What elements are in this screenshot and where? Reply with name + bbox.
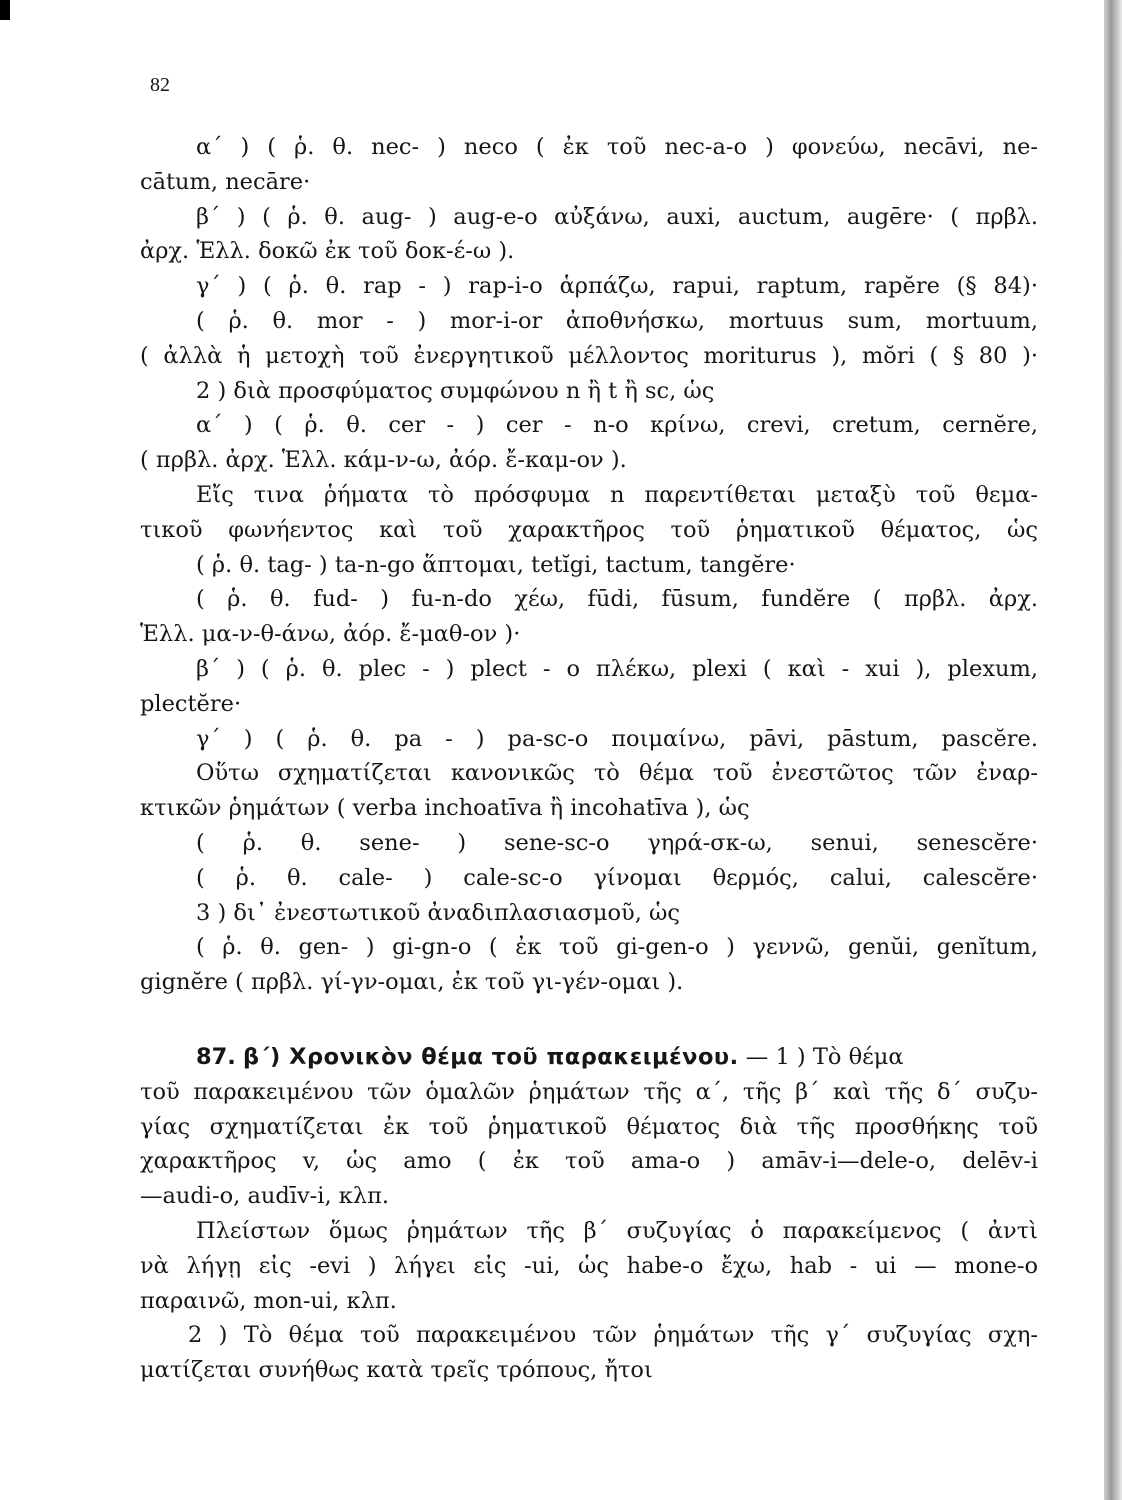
- text-line: γ΄ ) ( ῥ. θ. pa - ) pa-sc-o ποιμαίνω, pāvi, pāstum, pascĕre.: [196, 725, 1038, 752]
- text-line: νὰ λήγῃ εἰς -evi ) λήγει εἰς -ui, ὡς habe-o ἔχω, hab - ui — mone-o: [140, 1252, 1038, 1279]
- text-line: ( ῥ. θ. sene- ) sene-sc-o γηρά-σκ-ω, senui, senescĕre·: [196, 829, 1038, 856]
- text-line: gignĕre ( πρβλ. γί-γν-ομαι, ἐκ τοῦ γι-γέν-ομαι ).: [140, 969, 684, 996]
- text-line: β΄ ) ( ῥ. θ. aug- ) aug-e-o αὐξάνω, auxi, auctum, augēre· ( πρβλ.: [196, 203, 1038, 230]
- text-line: γ΄ ) ( ῥ. θ. rap - ) rap-i-o ἁρπάζω, rapui, raptum, rapĕre (§ 84)·: [196, 273, 1038, 300]
- text-line: ( ῥ. θ. mor - ) mor-i-or ἀποθνήσκω, mortuus sum, mortuum,: [196, 307, 1038, 334]
- section-gap: [140, 1000, 1038, 1040]
- body-paragraphs-top: [140, 130, 1038, 1000]
- section-number: 87.: [196, 1043, 236, 1070]
- text-line: ( πρβλ. ἀρχ. Ἑλλ. κάμ-ν-ω, ἀόρ. ἔ-καμ-ον ).: [140, 447, 627, 474]
- page-body: [140, 130, 1038, 1388]
- text-line: τικοῦ φωνήεντος καὶ τοῦ χαρακτῆρος τοῦ ῥηματικοῦ θέματος, ὡς: [140, 516, 1038, 543]
- text-line: τοῦ παρακειμένου τῶν ὁμαλῶν ῥημάτων τῆς α΄, τῆς β΄ καὶ τῆς δ΄ συζυ-: [140, 1078, 1038, 1105]
- text-line: γίας σχηματίζεται ἐκ τοῦ ῥηματικοῦ θέματος διὰ τῆς προσθήκης τοῦ: [140, 1113, 1038, 1140]
- body-paragraphs-bottom: [140, 1075, 1038, 1388]
- section-heading: [140, 1040, 1038, 1075]
- text-line: Οὕτω σχηματίζεται κανονικῶς τὸ θέμα τοῦ ἐνεστῶτος τῶν ἐναρ-: [196, 760, 1038, 787]
- text-line: ματίζεται συνήθως κατὰ τρεῖς τρόπους, ἤτοι: [140, 1357, 653, 1384]
- text-line: Πλείστων ὅμως ῥημάτων τῆς β΄ συζυγίας ὁ παρακείμενος ( ἀντὶ: [196, 1217, 1038, 1244]
- section-title: β΄) Χρονικὸν θέμα τοῦ παρακειμένου.: [243, 1043, 739, 1070]
- text-line: χαρακτῆρος v, ὡς amo ( ἐκ τοῦ ama-o ) amāv-i—dele-o, delēv-i: [140, 1148, 1038, 1175]
- text-line: ( ἀλλὰ ἡ μετοχὴ τοῦ ἐνεργητικοῦ μέλλοντος moriturus ), mŏri ( § 80 )·: [140, 342, 1038, 369]
- text-line: cātum, necāre·: [140, 168, 311, 195]
- scan-page-edge: [1104, 0, 1122, 1500]
- text-line: α΄ ) ( ῥ. θ. cer - ) cer - n-o κρίνω, crevi, cretum, cernĕre,: [196, 412, 1038, 439]
- text-line: β΄ ) ( ῥ. θ. plec - ) plect - o πλέκω, plexi ( καὶ - xui ), plexum,: [196, 655, 1038, 682]
- text-line: 2 ) διὰ προσφύματος συμφώνου n ἢ t ἢ sc, ὡς: [196, 377, 715, 404]
- text-line: Ἑλλ. μα-ν-θ-άνω, ἀόρ. ἔ-μαθ-ον )·: [140, 621, 521, 648]
- page-number: 82: [150, 74, 170, 96]
- text-line: ( ῥ. θ. tag- ) ta-n-go ἅπτομαι, tetĭgi, tactum, tangĕre·: [196, 551, 796, 578]
- text-line: ( ῥ. θ. gen- ) gi-gn-o ( ἐκ τοῦ gi-gen-o ) γεννῶ, genŭi, genĭtum,: [196, 934, 1038, 961]
- text-line: 2 ) Τὸ θέμα τοῦ παρακειμένου τῶν ῥημάτων τῆς γ΄ συζυγίας σχη-: [188, 1322, 1038, 1349]
- text-line: παραινῶ, mon-ui, κλπ.: [140, 1287, 397, 1314]
- text-line: α΄ ) ( ῥ. θ. nec- ) neco ( ἐκ τοῦ nec-a-o ) φονεύω, necāvi, ne-: [196, 134, 1038, 160]
- section-heading-continuation: — 1 ) Τὸ θέμα: [738, 1043, 904, 1070]
- text-line: ( ῥ. θ. fud- ) fu-n-do χέω, fūdi, fūsum, fundĕre ( πρβλ. ἀρχ.: [196, 586, 1038, 613]
- text-line: Εἴς τινα ῥήματα τὸ πρόσφυμα n παρεντίθεται μεταξὺ τοῦ θεμα-: [196, 481, 1038, 508]
- scan-corner-mark: [0, 0, 10, 20]
- text-line: —audi-o, audīv-i, κλπ.: [140, 1183, 390, 1210]
- text-line: κτικῶν ῥημάτων ( verba inchoatīva ἢ incohatīva ), ὡς: [140, 795, 750, 822]
- text-line: ἀρχ. Ἑλλ. δοκῶ ἐκ τοῦ δοκ-έ-ω ).: [140, 238, 515, 265]
- text-line: ( ῥ. θ. cale- ) cale-sc-o γίνομαι θερμός, calui, calescĕre·: [196, 864, 1038, 891]
- text-line: plectĕre·: [140, 690, 242, 717]
- text-line: 3 ) δι᾽ ἐνεστωτικοῦ ἀναδιπλασιασμοῦ, ὡς: [196, 899, 680, 926]
